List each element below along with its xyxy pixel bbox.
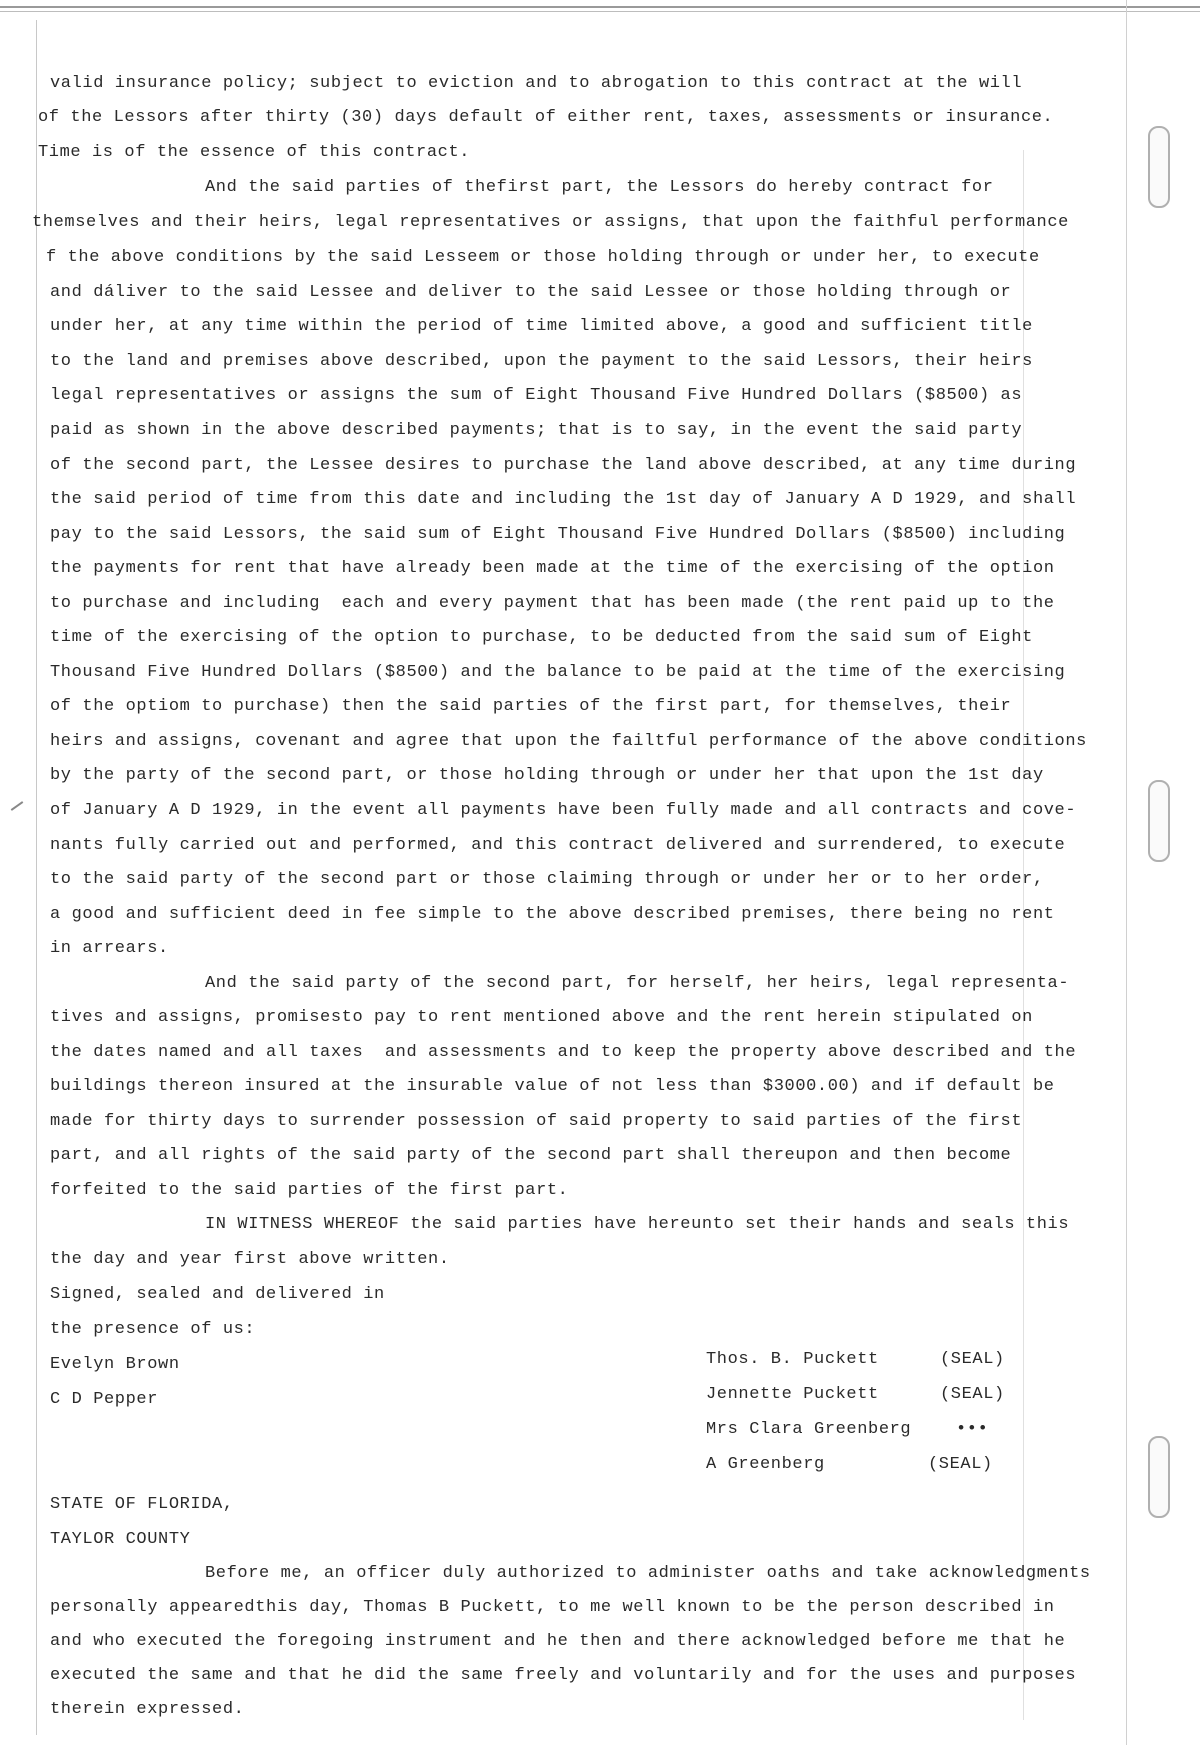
acknowledgment-line: executed the same and that he did the same freely and voluntarily and for the uses and purposes (50, 1666, 1077, 1685)
body-line: in arrears. (50, 939, 169, 958)
margin-pen-mark (11, 801, 24, 811)
body-line: the payments for rent that have already been made at the time of the exercising of the option (50, 559, 1055, 578)
body-line: to the said party of the second part or those claiming through or under her or to her order, (50, 870, 1044, 889)
body-line: the day and year first above written. (50, 1250, 450, 1269)
body-line: buildings thereon insured at the insurable value of not less than $3000.00) and if default be (50, 1077, 1055, 1096)
venue-county: TAYLOR COUNTY (50, 1530, 191, 1549)
body-line: of the Lessors after thirty (30) days default of either rent, taxes, assessments or insurance. (38, 108, 1054, 127)
venue-state: STATE OF FLORIDA, (50, 1495, 234, 1514)
signatory-name: Thos. B. Puckett (706, 1350, 879, 1369)
body-line: pay to the said Lessors, the said sum of Eight Thousand Five Hundred Dollars ($8500) including (50, 525, 1066, 544)
top-edge-line (0, 6, 1200, 8)
witness-name: C D Pepper (50, 1390, 159, 1409)
body-line: a good and sufficient deed in fee simple to the above described premises, there being no rent (50, 905, 1055, 924)
body-line: paid as shown in the above described payments; that is to say, in the event the said party (50, 421, 1023, 440)
body-line: the presence of us: (50, 1320, 256, 1339)
body-line: valid insurance policy; subject to eviction and to abrogation to this contract at the will (50, 74, 1023, 93)
body-line: nants fully carried out and performed, and this contract delivered and surrendered, to execute (50, 836, 1066, 855)
body-line: tives and assigns, promisesto pay to rent mentioned above and the rent herein stipulated on (50, 1008, 1033, 1027)
body-line: part, and all rights of the said party of the second part shall thereupon and then become (50, 1146, 1012, 1165)
seal-mark: ••• (956, 1420, 989, 1439)
body-line: by the party of the second part, or those holding through or under her that upon the 1st day (50, 766, 1044, 785)
body-line: to purchase and including each and every payment that has been made (the rent paid up to the (50, 594, 1055, 613)
acknowledgment-line: Before me, an officer duly authorized to administer oaths and take acknowledgments (205, 1564, 1091, 1583)
body-line: under her, at any time within the period of time limited above, a good and sufficient title (50, 317, 1033, 336)
body-line: the dates named and all taxes and assessments and to keep the property above described and the (50, 1043, 1077, 1062)
body-line: And the said party of the second part, for herself, her heirs, legal representa- (205, 974, 1070, 993)
seal-mark: (SEAL) (928, 1455, 993, 1474)
seal-mark: (SEAL) (940, 1350, 1005, 1369)
signatory-name: Jennette Puckett (706, 1385, 879, 1404)
binder-hole-top (1148, 126, 1170, 208)
body-line: And the said parties of thefirst part, the Lessors do hereby contract for (205, 178, 994, 197)
body-line: IN WITNESS WHEREOF the said parties have hereunto set their hands and seals this (205, 1215, 1070, 1234)
body-line: the said period of time from this date and including the 1st day of January A D 1929, and shall (50, 490, 1077, 509)
right-margin-rule (1126, 0, 1127, 1745)
body-line: f the above conditions by the said Lesseem or those holding through or under her, to execute (46, 248, 1040, 267)
left-margin-rule (36, 20, 37, 1735)
signatory-name: A Greenberg (706, 1455, 825, 1474)
inner-margin-rule (1023, 150, 1024, 1720)
seal-mark: (SEAL) (940, 1385, 1005, 1404)
witness-name: Evelyn Brown (50, 1355, 180, 1374)
body-line: made for thirty days to surrender possession of said property to said parties of the first (50, 1112, 1023, 1131)
binder-hole-bottom (1148, 1436, 1170, 1518)
body-line: of the optiom to purchase) then the said parties of the first part, for themselves, their (50, 697, 1012, 716)
body-line: of January A D 1929, in the event all payments have been fully made and all contracts and cove- (50, 801, 1077, 820)
body-line: heirs and assigns, covenant and agree that upon the failtful performance of the above conditions (50, 732, 1087, 751)
body-line: time of the exercising of the option to purchase, to be deducted from the said sum of Eight (50, 628, 1033, 647)
body-line: forfeited to the said parties of the first part. (50, 1181, 569, 1200)
body-line: of the second part, the Lessee desires to purchase the land above described, at any time during (50, 456, 1077, 475)
acknowledgment-line: therein expressed. (50, 1700, 245, 1719)
top-edge-line-thin (0, 11, 1200, 12)
body-line: Signed, sealed and delivered in (50, 1285, 385, 1304)
body-line: Time is of the essence of this contract. (38, 143, 471, 162)
body-line: and dáliver to the said Lessee and deliver to the said Lessee or those holding through or (50, 283, 1012, 302)
acknowledgment-line: and who executed the foregoing instrument and he then and there acknowledged before me that he (50, 1632, 1066, 1651)
body-line: legal representatives or assigns the sum of Eight Thousand Five Hundred Dollars ($8500) as (50, 386, 1023, 405)
body-line: Thousand Five Hundred Dollars ($8500) and the balance to be paid at the time of the exercising (50, 663, 1066, 682)
acknowledgment-line: personally appearedthis day, Thomas B Puckett, to me well known to be the person described in (50, 1598, 1055, 1617)
signatory-name: Mrs Clara Greenberg (706, 1420, 912, 1439)
binder-hole-middle (1148, 780, 1170, 862)
body-line: themselves and their heirs, legal representatives or assigns, that upon the faithful performance (32, 213, 1069, 232)
body-line: to the land and premises above described, upon the payment to the said Lessors, their heirs (50, 352, 1033, 371)
